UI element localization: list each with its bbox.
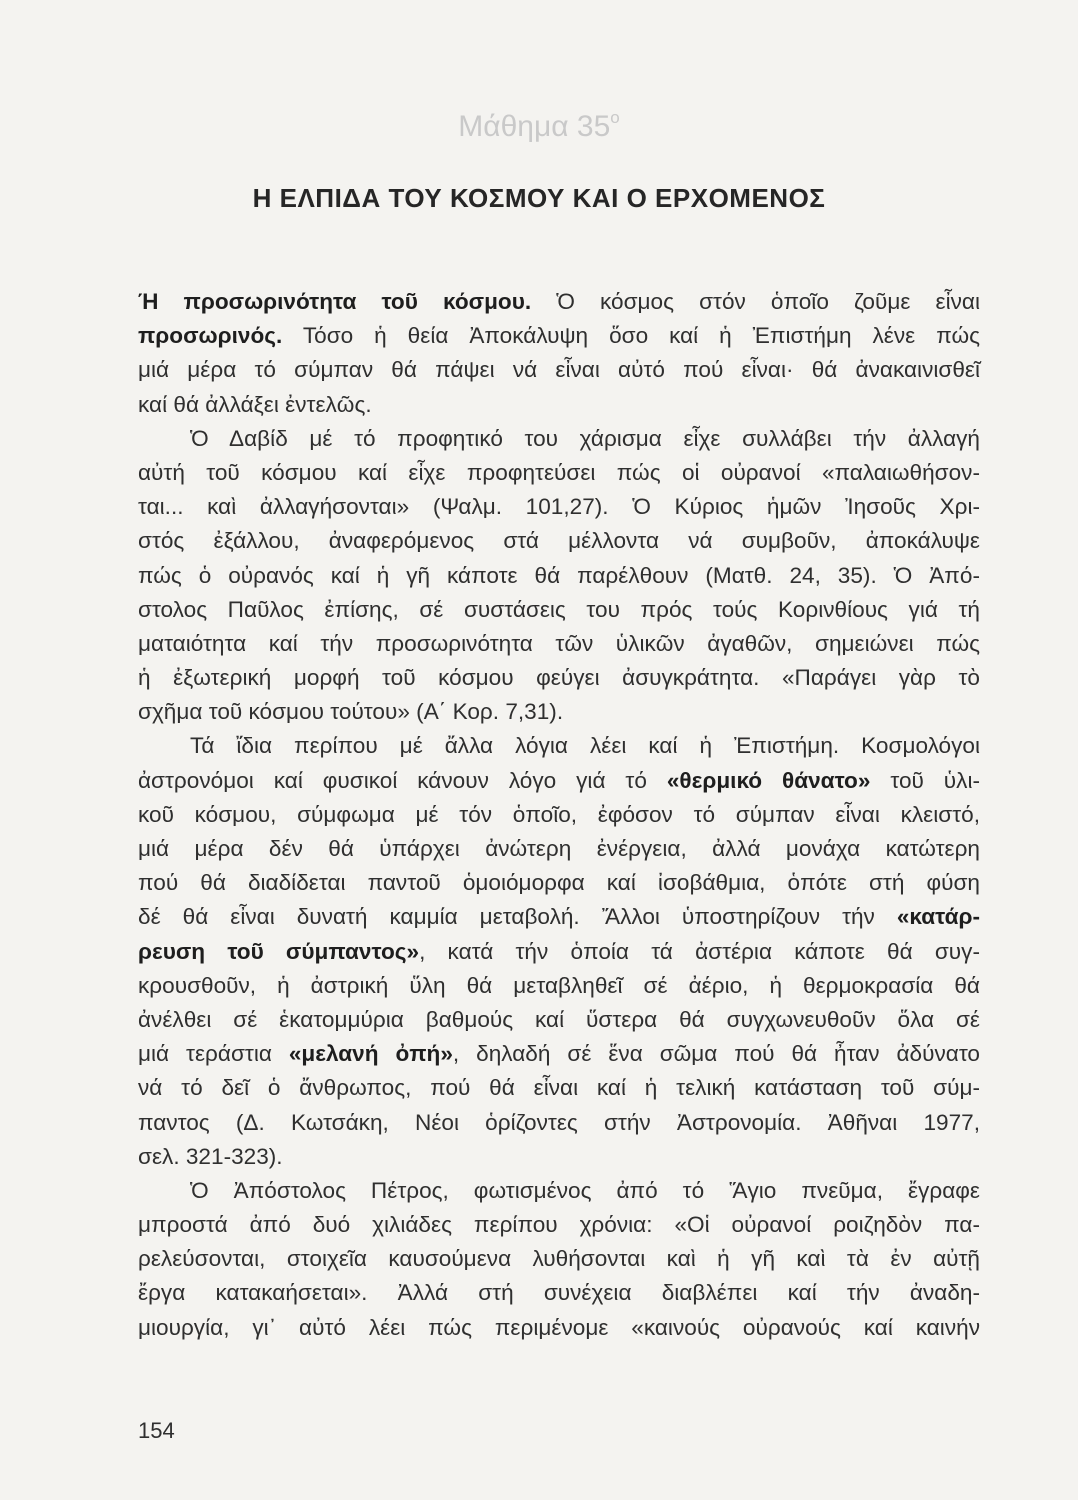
text-line: ται... καὶ ἀλλαγήσονται» (Ψαλμ. 101,27). Ὁ Κύριος ἡμῶν Ἰησοῦς Χρι-	[138, 494, 980, 520]
text-line: Τά ἴδια περίπου μέ ἄλλα λόγια λέει καί ἡ Ἐπιστήμη. Κοσμολόγοι	[190, 733, 980, 759]
text-line	[138, 285, 980, 319]
text-line: ἡ ἐξωτερική μορφή τοῦ κόσμου φεύγει ἀσυγκράτητα. «Παράγει γὰρ τὸ	[138, 665, 980, 691]
text-line: μιά μέρα τό σύμπαν θά πάψει νά εἶναι αὐτό πού εἶναι· θά ἀνακαινισθεῖ	[138, 357, 980, 383]
lesson-label: Μάθημα 35	[458, 110, 611, 143]
text-span: μιά τεράστια	[138, 1041, 289, 1067]
text-line: σχῆμα τοῦ κόσμου τούτου» (Α΄ Κορ. 7,31).	[138, 699, 564, 725]
section-heading: Ή προσωρινότητα τοῦ κόσμου.	[138, 289, 532, 314]
text-line	[138, 935, 980, 969]
text-line: ρελεύσονται, στοιχεῖα καυσούμενα λυθήσονται καὶ ἡ γῆ καὶ τὰ ἐν αὐτῇ	[138, 1246, 980, 1272]
body-text	[138, 285, 980, 1345]
text-line: μιουργία, γι᾽ αὐτό λέει πώς περιμένομε «καινούς οὐρανούς καί καινήν	[138, 1314, 980, 1340]
text-line: σελ. 321-323).	[138, 1143, 283, 1169]
text-line: στός ἐξάλλου, ἀναφερόμενος στά μέλλοντα νά συμβοῦν, ἀποκάλυψε	[138, 528, 980, 554]
text-line: κρουσθοῦν, ἡ ἀστρική ὕλη θά μεταβληθεῖ σέ ἀέριο, ἡ θερμοκρασία θά	[138, 972, 980, 998]
text-span: Τόσο ἡ θεία Ἀποκάλυψη ὅσο καί ἡ Ἐπιστήμη λένε πώς	[282, 323, 980, 349]
text-line: Ὁ Δαβίδ μέ τό προφητικό του χάρισμα εἶχε συλλάβει τήν ἀλλαγή	[190, 425, 980, 451]
text-line: ἀνέλθει σέ ἑκατομμύρια βαθμούς καί ὕστερα θά συγχωνευθοῦν ὅλα σέ	[138, 1006, 980, 1032]
bold-term: προσωρινός.	[138, 323, 283, 349]
text-line: στολος Παῦλος ἐπίσης, σέ συστάσεις του πρός τούς Κορινθίους γιά τή	[138, 596, 980, 622]
text-line: νά τό δεῖ ὁ ἄνθρωπος, πού θά εἶναι καί ἡ τελική κατάσταση τοῦ σύμ-	[138, 1075, 980, 1101]
text-line: καί θά ἀλλάξει ἐντελῶς.	[138, 391, 372, 417]
text-line	[138, 1037, 980, 1071]
text-span: , δηλαδή σέ ἕνα σῶμα πού θά ἦταν ἀδύνατο	[452, 1041, 980, 1067]
lesson-heading	[0, 108, 1078, 144]
bold-term: «κατάρ-	[896, 904, 980, 930]
text-line: κοῦ κόσμου, σύμφωμα μέ τόν ὁποῖο, ἐφόσον τό σύμπαν εἶναι κλειστό,	[138, 801, 980, 827]
text-span: τοῦ ὑλι-	[870, 767, 980, 793]
text-line	[138, 900, 980, 934]
text-line: πού θά διαδίδεται παντοῦ ὁμοιόμορφα καί ἰσοβάθμια, ὁπότε στή φύση	[138, 870, 980, 896]
text-line: μπροστά ἀπό δυό χιλιάδες περίπου χρόνια: «Οἱ οὐρανοί ροιζηδὸν πα-	[138, 1212, 980, 1238]
text-line: ἔργα κατακαήσεται». Ἀλλά στή συνέχεια διαβλέπει καί τήν ἀναδη-	[138, 1280, 980, 1306]
bold-term: «θερμικό θάνατο»	[666, 767, 871, 793]
text-line: μιά μέρα δέν θά ὑπάρχει ἀνώτερη ἐνέργεια, ἀλλά μονάχα κατώτερη	[138, 836, 980, 861]
text-span: ἀστρονόμοι καί φυσικοί κάνουν λόγο γιά τό	[138, 767, 667, 793]
text-line: ματαιότητα καί τήν προσωρινότητα τῶν ὑλικῶν ἀγαθῶν, σημειώνει πώς	[138, 630, 980, 656]
text-span: δέ θά εἶναι δυνατή καμμία μεταβολή. Ἄλλοι ὑποστηρίζουν τήν	[138, 904, 897, 930]
chapter-title: Η ΕΛΠΙΔΑ ΤΟΥ ΚΟΣΜΟΥ ΚΑΙ Ο ΕΡΧΟΜΕΝΟΣ	[252, 183, 826, 213]
bold-term: «μελανή ὀπή»	[288, 1041, 453, 1067]
bold-term: ρευση τοῦ σύμπαντος»	[138, 938, 420, 964]
text-line	[138, 764, 980, 798]
text-span: , κατά τήν ὁποία τά ἀστέρια κάποτε θά συγ-	[419, 938, 980, 964]
text-line: αὐτή τοῦ κόσμου καί εἶχε προφητεύσει πώς οἱ οὐρανοί «παλαιωθήσον-	[138, 459, 980, 485]
text-line	[138, 319, 980, 353]
text-span: Ὁ κόσμος στόν ὁποῖο ζοῦμε εἶναι	[531, 289, 980, 314]
text-line: παντος (Δ. Κωτσάκη, Νέοι ὁρίζοντες στήν Ἀστρονομία. Ἀθῆναι 1977,	[138, 1109, 980, 1135]
text-line: Ὁ Ἀπόστολος Πέτρος, φωτισμένος ἀπό τό Ἅγιο πνεῦμα, ἔγραφε	[190, 1177, 980, 1203]
page-number: 154	[138, 1418, 175, 1443]
lesson-ordinal: ο	[610, 108, 620, 127]
text-line: πώς ὁ οὐρανός καί ἡ γῆ κάποτε θά παρέλθουν (Ματθ. 24, 35). Ὁ Ἀπό-	[138, 562, 980, 588]
